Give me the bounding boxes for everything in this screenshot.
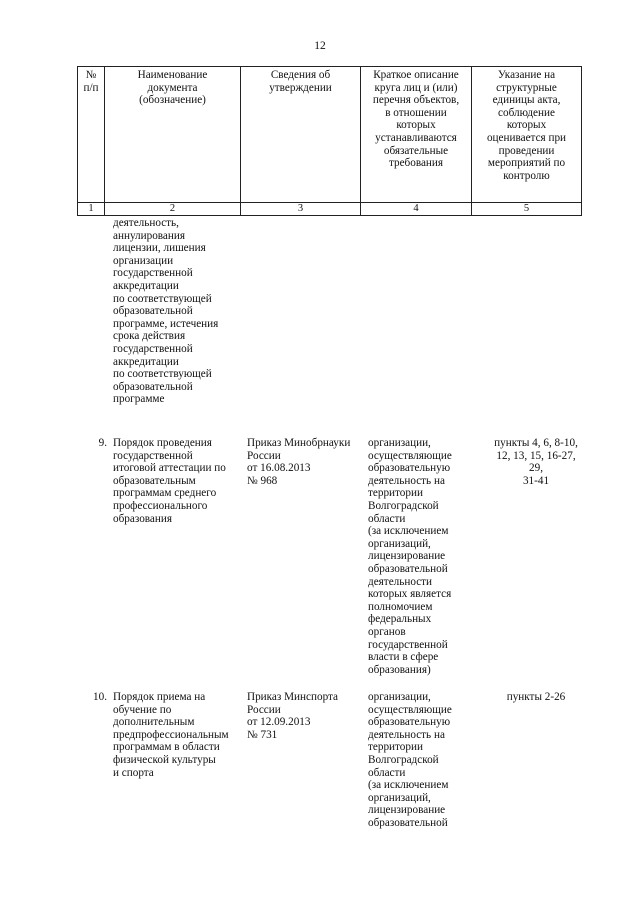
continuation-document-name: деятельность, аннулирования лицензии, лишения организации государственной аккредитации по соответствующей образовательной программе, истечения срока действия государственной аккредитации по соответствующей образовательной программе [113,217,219,406]
row-structural-units: пункты 4, 6, 8-10, 12, 13, 15, 16-27, 29, 31-41 [494,437,578,487]
header-col-document-name: Наименование документа (обозначение) [105,67,241,203]
column-number: 1 [78,203,105,216]
header-col-approval: Сведения об утверждении [241,67,361,203]
continuation-row [77,217,249,406]
header-col-number: № п/п [78,67,105,203]
table-row [77,437,591,676]
page-number: 12 [314,40,326,52]
row-structural-units: пункты 2-26 [506,691,566,703]
header-col-scope: Краткое описание круга лиц и (или) перечня объектов, в отношении которых устанавливаются обязательные требования [361,67,472,203]
column-number: 5 [472,203,582,216]
row-document-name: Порядок приема на обучение по дополнительным предпрофессиональным программам в области физической культуры и спорта [113,691,229,779]
header-table [77,66,582,216]
column-number: 2 [105,203,241,216]
column-number: 4 [361,203,472,216]
table-row [77,691,591,830]
row-scope: организации, осуществляющие образовательную деятельность на территории Волгоградской области (за исключением организаций, лицензирование образовательной деятельности которых является полномочием федеральных органов государственной власти в сфере образования) [368,437,452,676]
header-col-structural-units: Указание на структурные единицы акта, соблюдение которых оценивается при проведении мероприятий по контролю [472,67,582,203]
row-number: 10. [93,691,107,703]
column-number: 3 [241,203,361,216]
row-document-name: Порядок проведения государственной итоговой аттестации по образовательным программам среднего профессионального образования [113,437,226,525]
row-number: 9. [98,437,107,449]
continuation-table [77,217,249,406]
header-row [78,67,582,203]
column-numbers-row [78,203,582,216]
row-scope: организации, осуществляющие образовательную деятельность на территории Волгоградской области (за исключением организаций, лицензирование образовательной [368,691,452,829]
row-approval: Приказ Минобрнауки России от 16.08.2013 № 968 [247,437,351,487]
row-approval: Приказ Минспорта России от 12.09.2013 № 731 [247,691,339,741]
